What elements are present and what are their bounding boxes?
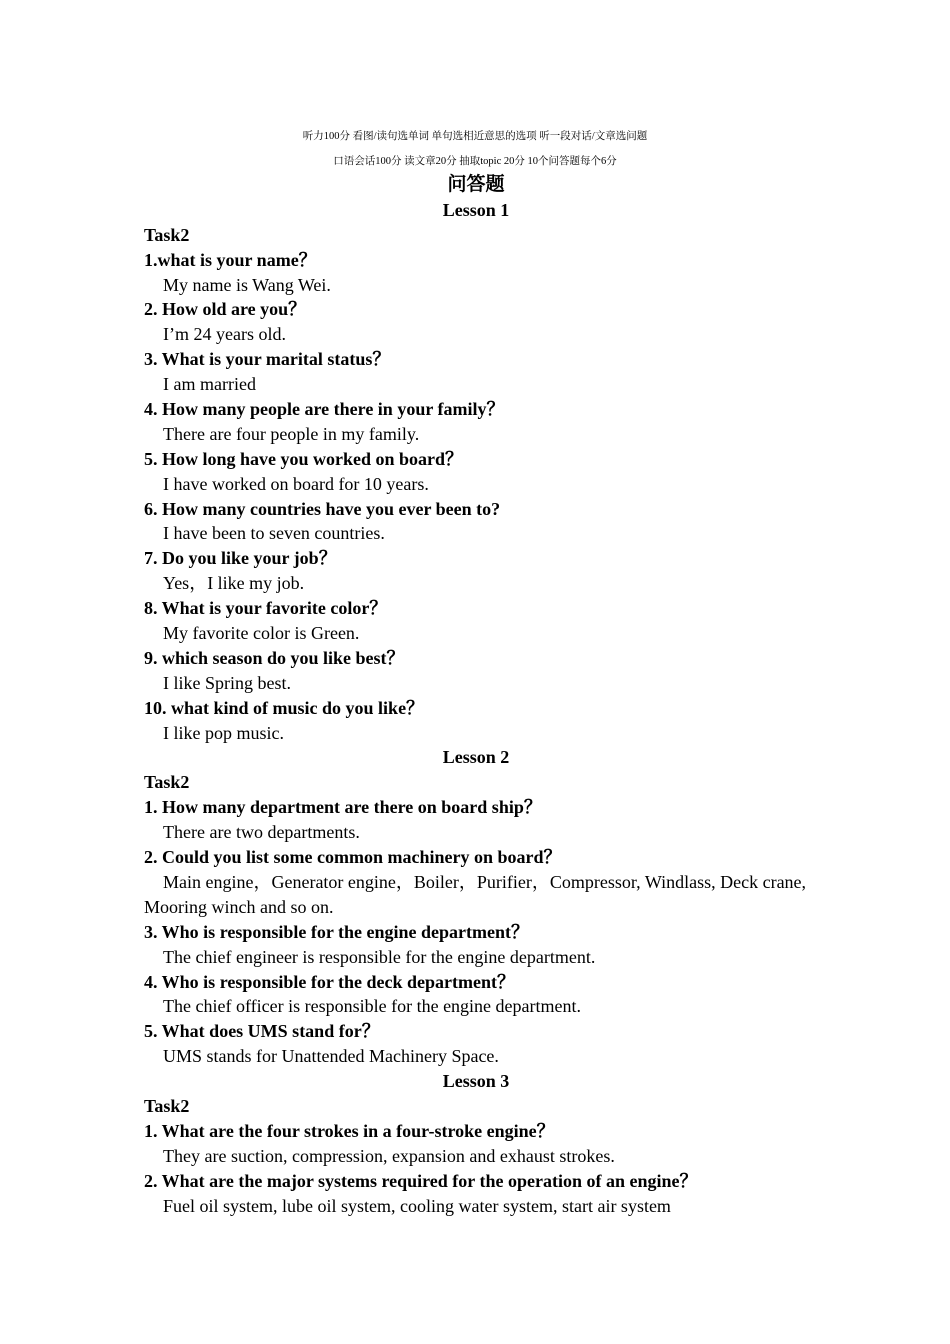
answer: My name is Wang Wei. [163, 274, 331, 295]
question: 1. What are the four strokes in a four-stroke engine？ [144, 1120, 555, 1141]
question: 4. Who is responsible for the deck department？ [144, 971, 516, 992]
question: 4. How many people are there in your family？ [144, 399, 505, 420]
question: 2. Could you list some common machinery on board？ [144, 847, 562, 868]
question: 8. What is your favorite color？ [144, 598, 388, 619]
question: 1.what is your name？ [144, 249, 317, 270]
document-body [144, 173, 808, 1218]
lesson-title: Lesson 1 [442, 199, 510, 220]
answer: I like Spring best. [163, 672, 291, 693]
answer: There are two departments. [163, 822, 360, 843]
answer: UMS stands for Unattended Machinery Space. [163, 1046, 499, 1067]
answer: The chief engineer is responsible for the engine department. [163, 946, 596, 967]
lesson-title: Lesson 2 [442, 747, 510, 768]
question: 2. How old are you？ [144, 299, 307, 320]
question: 1. How many department are there on board ship？ [144, 797, 542, 818]
answer: I’m 24 years old. [163, 324, 286, 345]
answer: The chief officer is responsible for the engine department. [163, 996, 582, 1017]
question: 7. Do you like your job？ [144, 548, 337, 569]
lesson-title: Lesson 3 [442, 1071, 510, 1092]
question: 2. What are the major systems required for the operation of an engine？ [144, 1170, 698, 1191]
question: 9. which season do you like best？ [144, 647, 405, 668]
answer: Yes，I like my job. [163, 573, 305, 594]
question: 10. what kind of music do you like？ [144, 697, 425, 718]
question: 5. How long have you worked on board？ [144, 448, 464, 469]
answer: I have been to seven countries. [163, 523, 385, 544]
task-heading: Task2 [144, 224, 190, 245]
answer: Main engine，Generator engine，Boiler，Purifier，Compressor, Windlass, Deck crane, Mooring winch and so on. [144, 871, 807, 917]
answer: I like pop music. [163, 722, 284, 743]
header-note-speaking: 口语会话100分 读文章20分 抽取topic 20分 10个问答题每个6分 [333, 156, 617, 167]
answer: I am married [163, 374, 256, 395]
question: 6. How many countries have you ever been to? [144, 498, 501, 519]
header-note-listening: 听力100分 看图/读句选单词 单句选相近意思的选项 听一段对话/文章选问题 [302, 131, 648, 142]
question: 3. Who is responsible for the engine department？ [144, 921, 530, 942]
answer: Fuel oil system, lube oil system, cooling water system, start air system [163, 1195, 671, 1216]
answer: I have worked on board for 10 years. [163, 473, 429, 494]
answer: My favorite color is Green. [163, 623, 360, 644]
answer: They are suction, compression, expansion and exhaust strokes. [163, 1145, 615, 1166]
document-title: 问答题 [447, 174, 505, 195]
task-heading: Task2 [144, 1095, 190, 1116]
question: 3. What is your marital status？ [144, 349, 391, 370]
task-heading: Task2 [144, 772, 190, 793]
answer: There are four people in my family. [163, 423, 420, 444]
question: 5. What does UMS stand for？ [144, 1021, 380, 1042]
